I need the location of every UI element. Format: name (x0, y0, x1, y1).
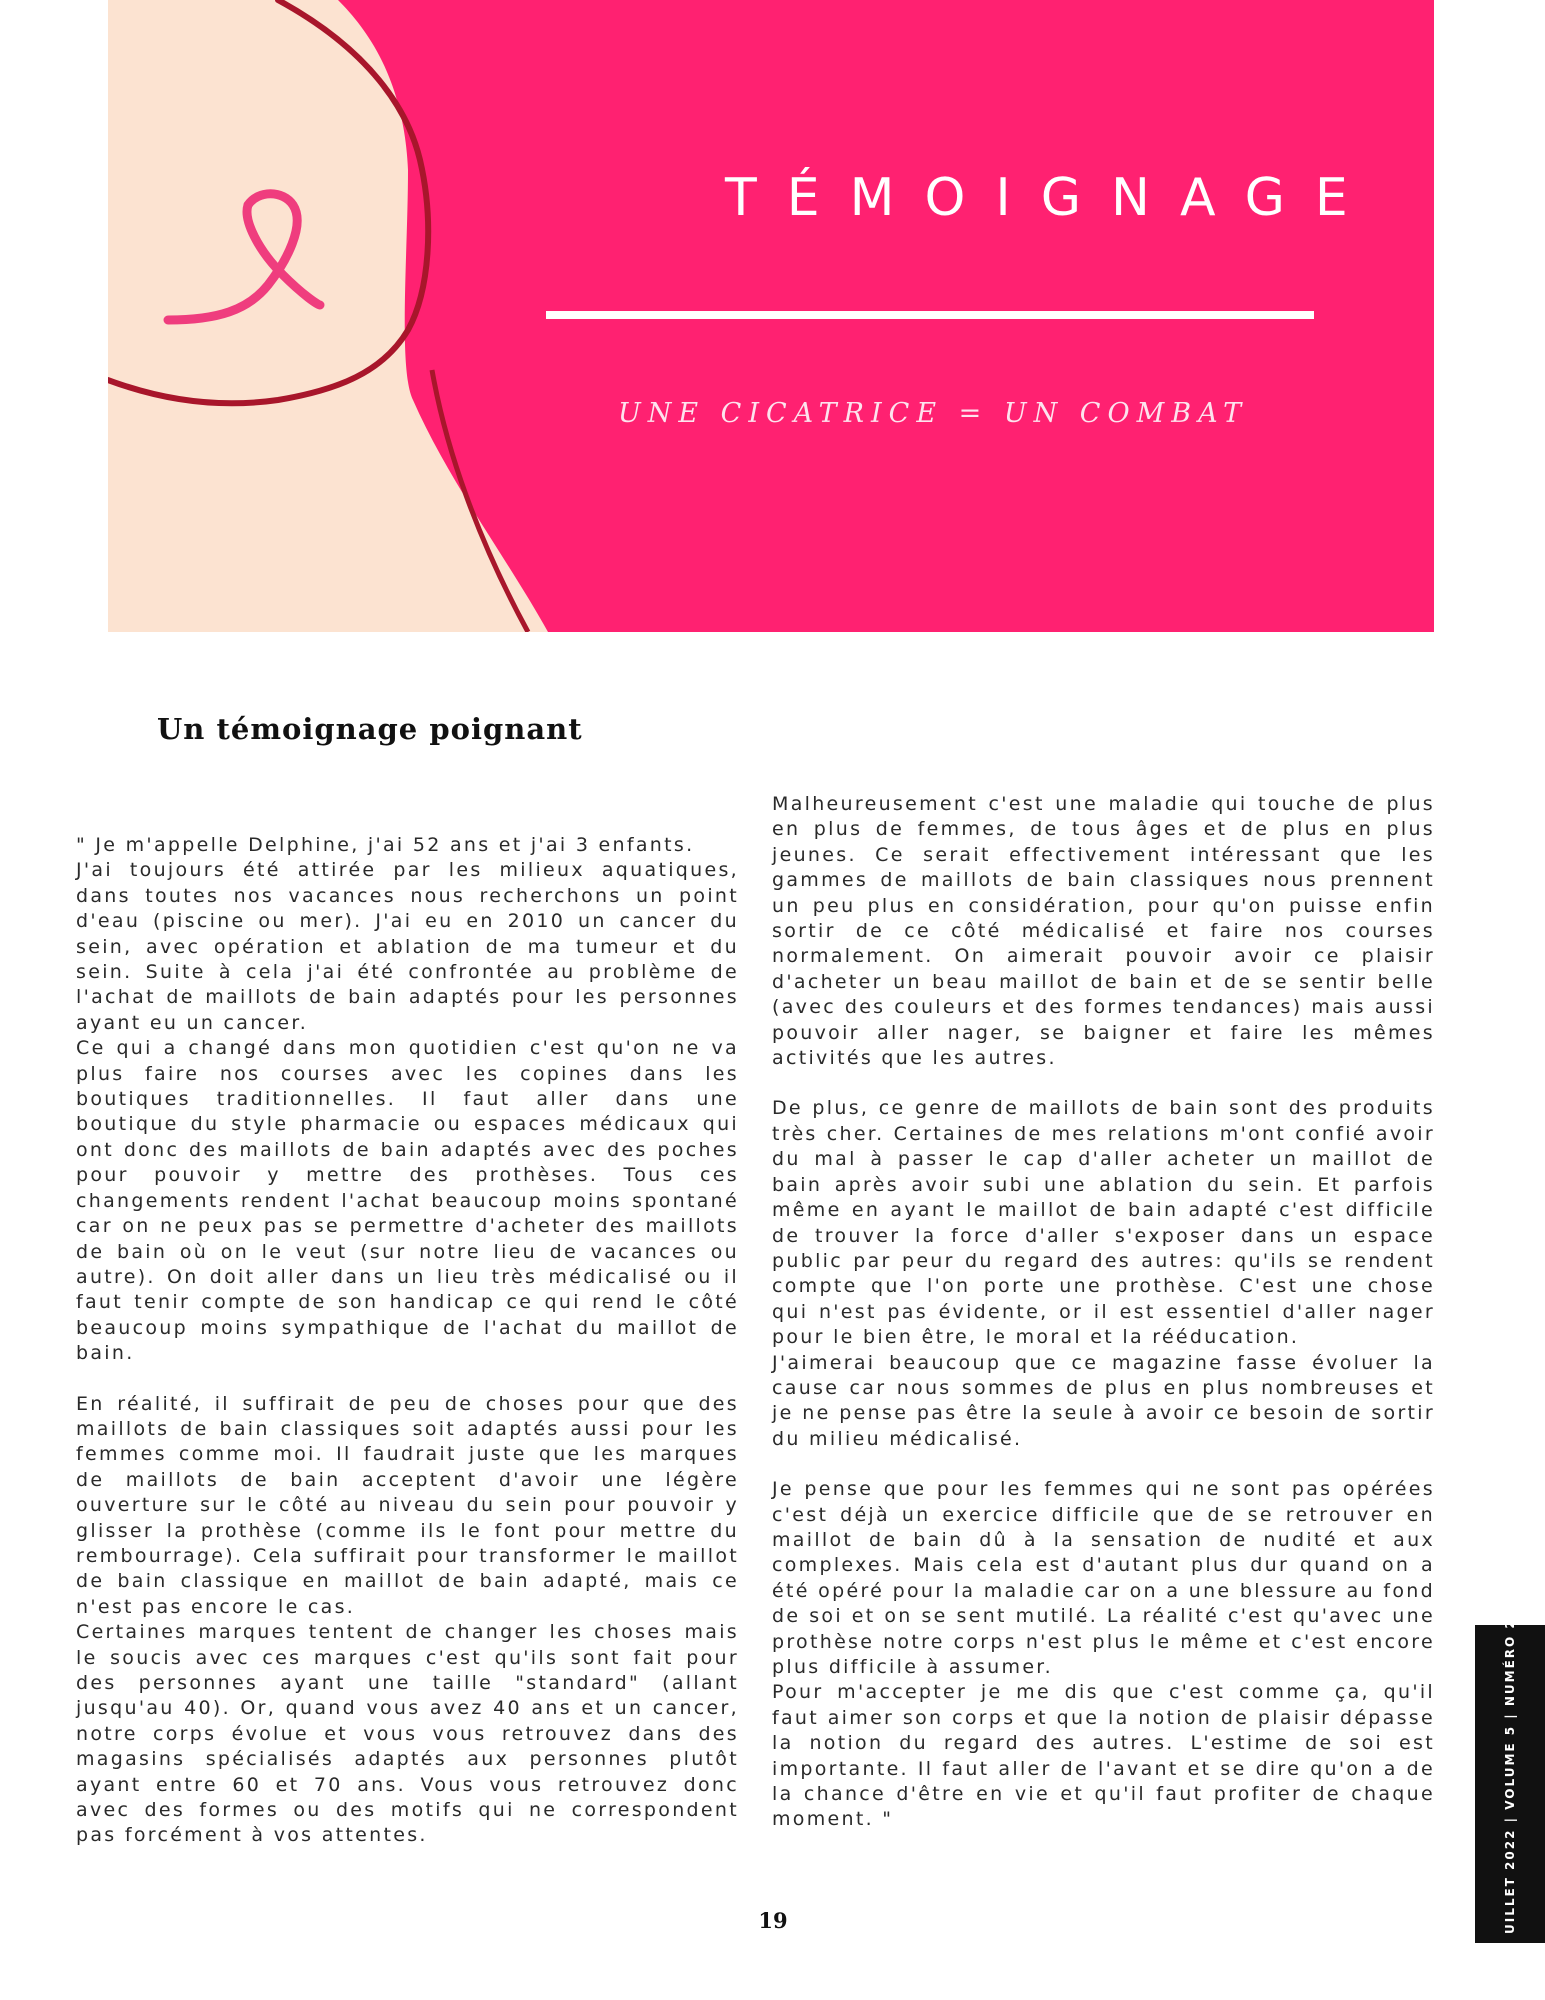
paragraph: Je pense que pour les femmes qui ne sont pas opérées c'est déjà un exercice difficile que de se retrouver en maillot de bain dû à la sensation de nudité et aux complexes. Mais cela est d'autant plus dur quand on a été opéré pour la maladie car on a une blessure au fond de soi et on se sent mutilé. La réalité c'est qu'avec une prothèse notre corps n'est plus le même et c'est encore plus difficile à assumer. Pour m'accepter je me dis que c'est comme ça, qu'il faut aimer son corps et que la notion de plaisir dépasse la notion du regard des autres. L'estime de soi est importante. Il faut aller de l'avant et se dire qu'on a de la chance d'être en vie et qu'il faut profiter de chaque moment. " (772, 1478, 1435, 1831)
article-heading: Un témoignage poignant (157, 712, 583, 746)
article-column-right (772, 792, 1435, 1833)
pink-ribbon-icon (168, 194, 320, 320)
hero-banner (108, 0, 1434, 632)
hero-title: TÉMOIGNAGE (725, 168, 1378, 228)
paragraph: De plus, ce genre de maillots de bain sont des produits très cher. Certaines de mes relations m'ont confié avoir du mal à passer le cap d'aller acheter un maillot de bain après avoir subi une ablation du sein. Et parfois même en ayant le maillot de bain adapté c'est difficile de trouver la force d'aller s'exposer dans un espace public par peur du regard des autres: qu'ils se rendent compte que l'on porte une prothèse. C'est une chose qui n'est pas évidente, or il est essentiel d'aller nager pour le bien être, le moral et la rééducation. J'aimerai beaucoup que ce magazine fasse évoluer la cause car nous sommes de plus en plus nombreuses et je ne pense pas être la seule à avoir ce besoin de sortir du milieu médicalisé. (772, 1097, 1435, 1450)
issue-label: UILLET 2022 | VOLUME 5 | NUMÉRO 2 (1503, 1618, 1517, 1934)
paragraph: En réalité, il suffirait de peu de choses pour que des maillots de bain classiques soit adaptés aussi pour les femmes comme moi. Il faudrait juste que les marques de maillots de bain acceptent d'avoir une légère ouverture sur le côté au niveau du sein pour pouvoir y glisser la prothèse (comme ils le font pour mettre du rembourrage). Cela suffirait pour transformer le maillot de bain classique en maillot de bain adapté, mais ce n'est pas encore le cas. Certaines marques tentent de changer les choses mais le soucis avec ces marques c'est qu'ils sont fait pour des personnes ayant une taille "standard" (allant jusqu'au 40). Or, quand vous avez 40 ans et un cancer, notre corps évolue et vous vous retrouvez dans des magasins spécialisés adaptés aux personnes plutôt ayant entre 60 et 70 ans. Vous vous retrouvez donc avec des formes ou des motifs qui ne correspondent pas forcément à vos attentes. (76, 1392, 739, 1847)
issue-side-tab (1475, 1618, 1545, 1943)
hero-subtitle: UNE CICATRICE = UN COMBAT (618, 398, 1249, 429)
illustrated-breast-icon (108, 0, 428, 403)
title-divider (546, 311, 1314, 319)
article-column-left (76, 833, 739, 1849)
paragraph: Malheureusement c'est une maladie qui touche de plus en plus de femmes, de tous âges et de plus en plus jeunes. Ce serait effectivement intéressant que les gammes de maillots de bain classiques nous prennent un peu plus en considération, pour qu'on puisse enfin sortir de ce côté médicalisé et faire nos courses normalement. On aimerait pouvoir avoir ce plaisir d'acheter un beau maillot de bain et de se sentir belle (avec des couleurs et des formes tendances) mais aussi pouvoir aller nager, se baigner et faire les mêmes activités que les autres. (772, 793, 1435, 1070)
paragraph: " Je m'appelle Delphine, j'ai 52 ans et j'ai 3 enfants. J'ai toujours été attirée par les milieux aquatiques, dans toutes nos vacances nous recherchons un point d'eau (piscine ou mer). J'ai eu en 2010 un cancer du sein, avec opération et ablation de ma tumeur et du sein. Suite à cela j'ai été confrontée au problème de l'achat de maillots de bain adaptés pour les personnes ayant eu un cancer. Ce qui a changé dans mon quotidien c'est qu'on ne va plus faire nos courses avec les copines dans les boutiques traditionnelles. Il faut aller dans une boutique du style pharmacie ou espaces médicaux qui ont donc des maillots de bain adaptés avec des poches pour pouvoir y mettre des prothèses. Tous ces changements rendent l'achat beaucoup moins spontané car on ne peux pas se permettre d'acheter des maillots de bain où on le veut (sur notre lieu de vacances ou autre). On doit aller dans un lieu très médicalisé ou il faut tenir compte de son handicap ce qui rend le côté beaucoup moins sympathique de l'achat du maillot de bain. (76, 834, 739, 1365)
page-number: 19 (758, 1908, 788, 1933)
